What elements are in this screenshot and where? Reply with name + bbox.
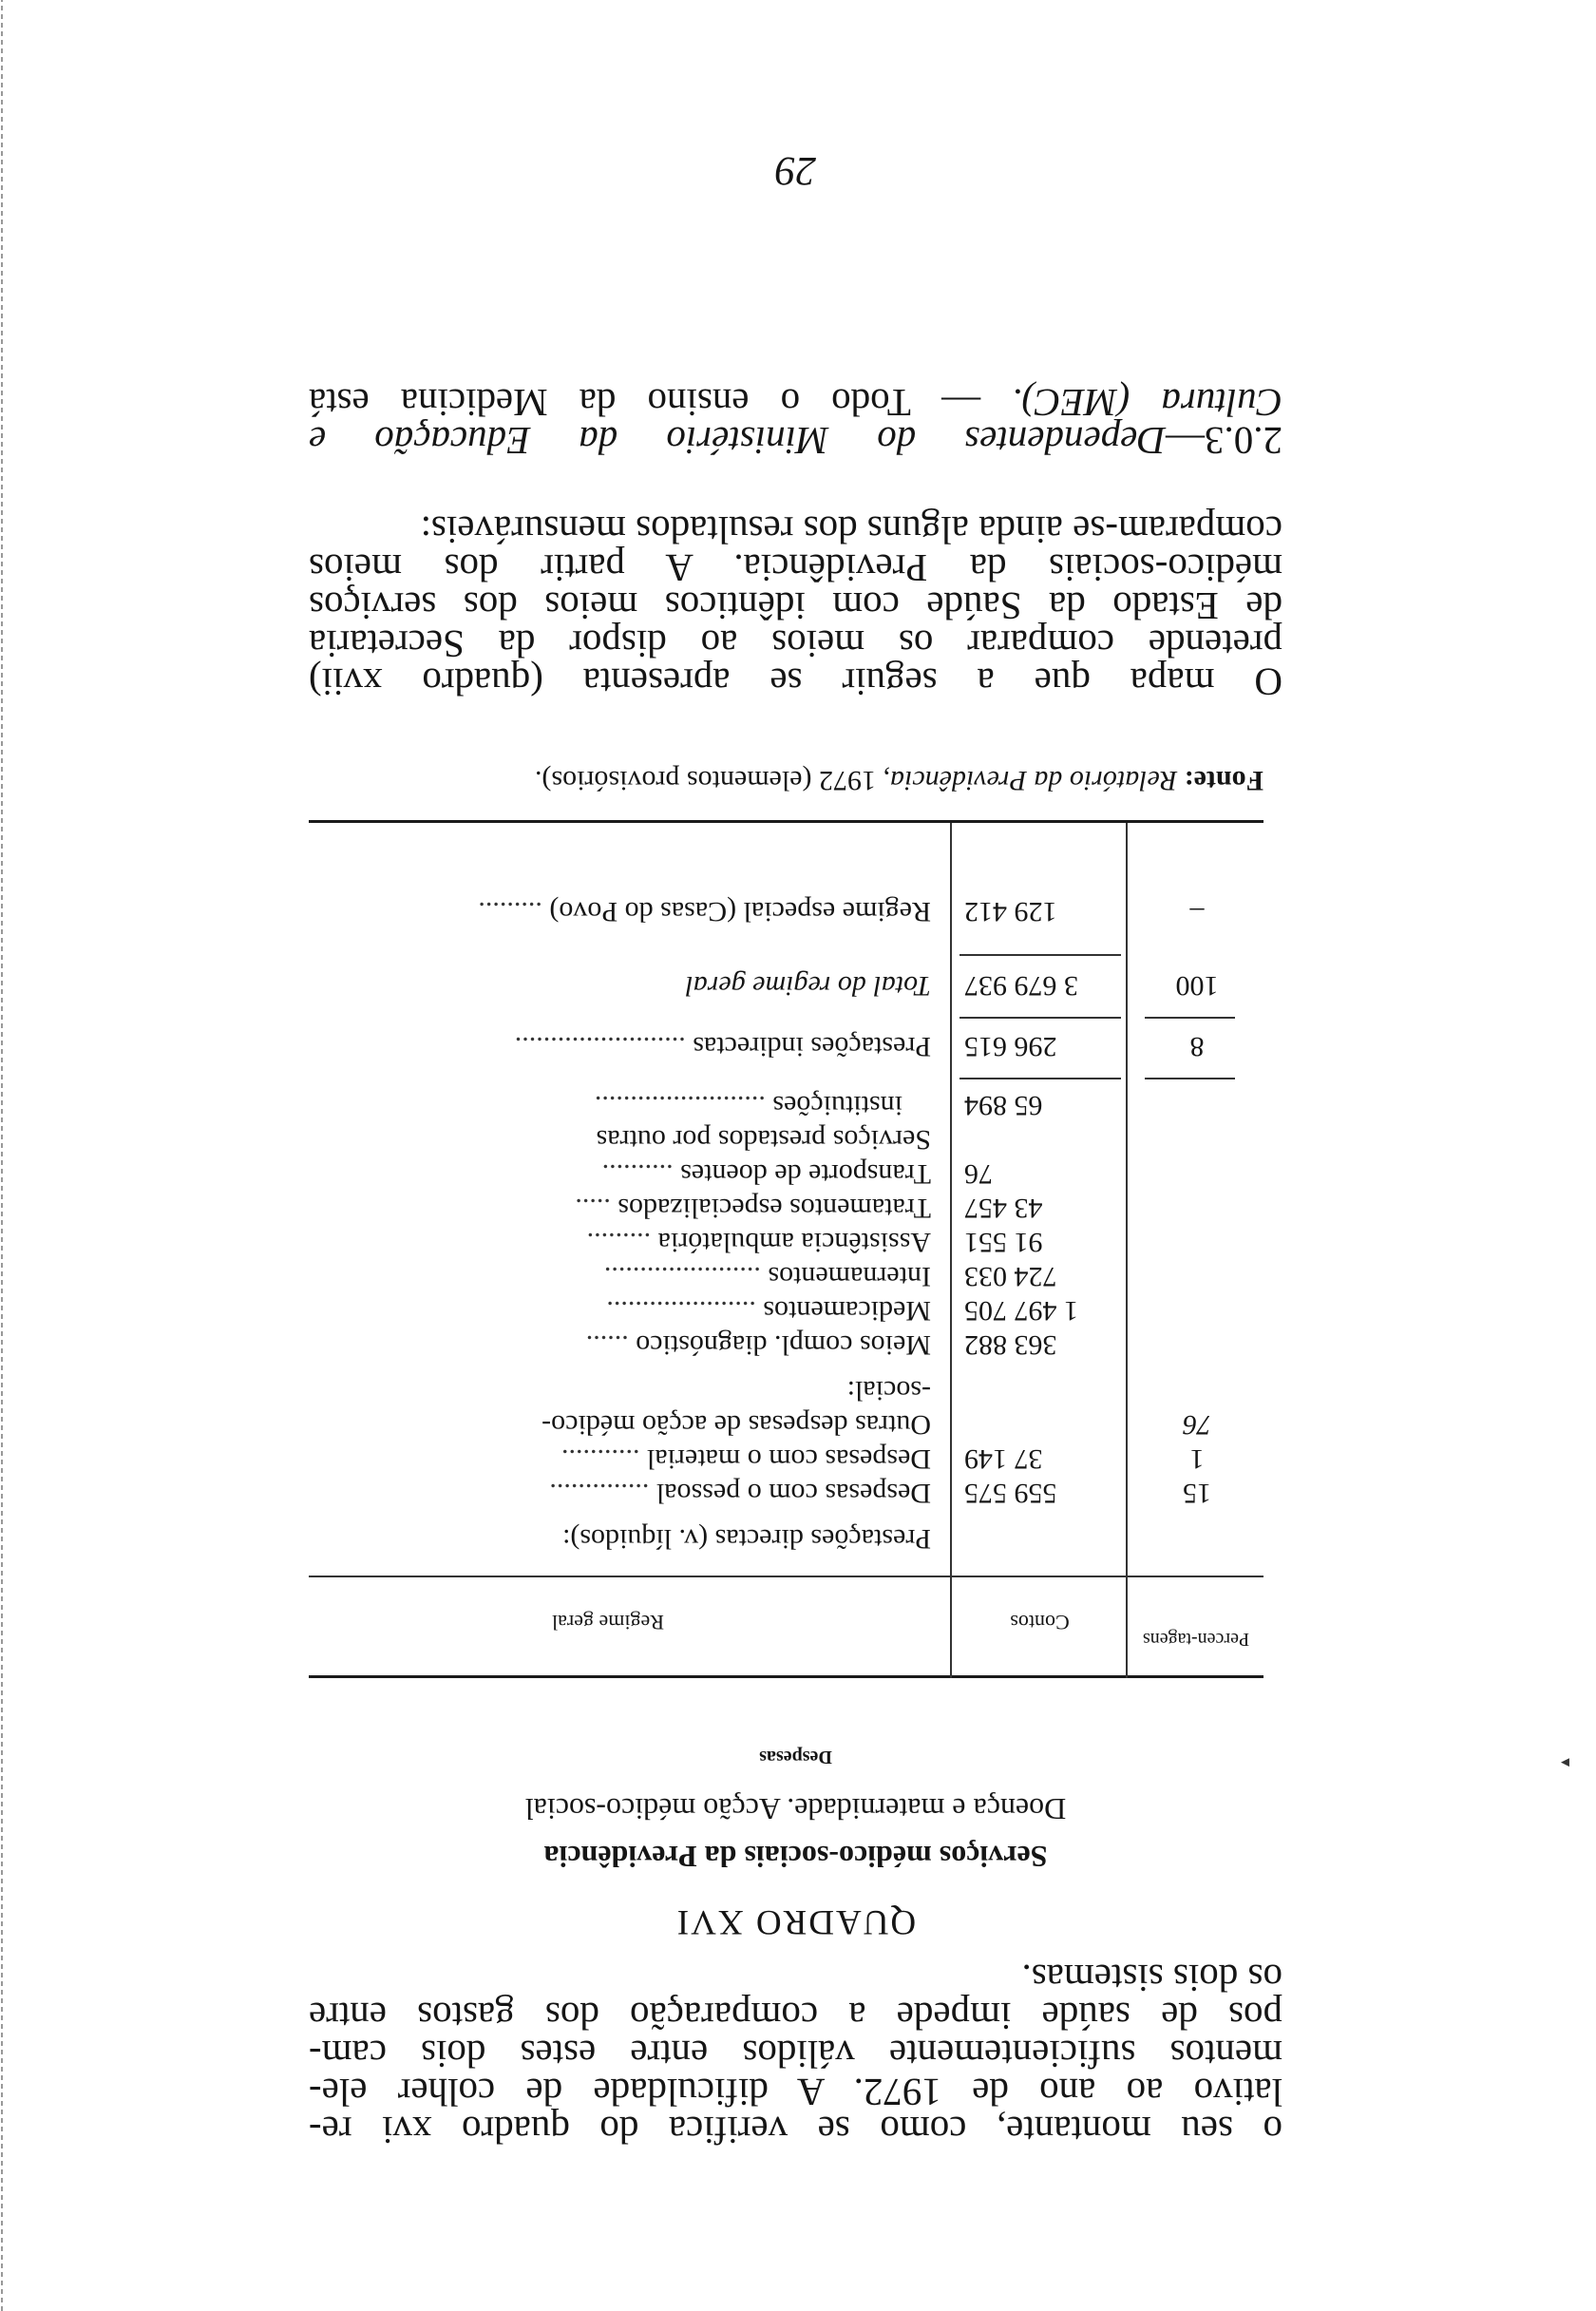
paragraph-line: de Estado da Saúde com idênticos meios dos serviços	[309, 584, 1282, 628]
table-row-label: Despesas com o pessoal ..............	[549, 1478, 931, 1509]
table-top-rule	[309, 1675, 1264, 1678]
paragraph-line: pos de saúde impede a comparação dos gastos entre	[309, 1995, 1282, 2038]
table-row-percent: 15	[1183, 1478, 1211, 1509]
ink-dot: ▸	[1560, 1754, 1569, 1773]
section-line: 2.0.3—Dependentes do Ministério da Educação e	[309, 419, 1282, 463]
table-row-amount: 1 497 705	[964, 1295, 1078, 1327]
table-row-label: Meios compl. diagnóstico ......	[585, 1329, 931, 1361]
table-row-percent: 76	[1183, 1409, 1211, 1441]
column-divider	[1126, 823, 1128, 1678]
paragraph-line: pretende comparar os meios ao dispor da Secretaria	[309, 622, 1282, 666]
table-bottom-rule	[309, 820, 1264, 823]
table-row-label: Regime especial (Casas do Povo) .........	[478, 896, 931, 927]
table-row-label: Transporte de doentes ..........	[601, 1158, 931, 1190]
table-heading: Despesas	[759, 1747, 832, 1767]
table-row-label: Tratamentos especializados .....	[575, 1193, 931, 1224]
table-row-label: Outras despesas de acção médico-	[542, 1409, 931, 1441]
paragraph-line: mentos suficientemente válidos entre estes dois cam-	[309, 2033, 1282, 2076]
table-row-label: Assistência ambulatória .........	[586, 1227, 931, 1258]
scan-edge	[1, 0, 3, 2311]
table-row-percent: 8	[1189, 1031, 1205, 1062]
table-row-amount: 363 882	[964, 1329, 1057, 1361]
table-source: Fonte: Relatório da Previdência, 1972 (elementos provisórios).	[534, 765, 1264, 796]
table-row-label: Prestações directas (v. líquidos):	[562, 1523, 931, 1555]
closing-paragraph	[309, 508, 1282, 704]
table-row-label: Internamentos ......................	[603, 1261, 931, 1292]
column-rule	[960, 1017, 1121, 1019]
table-row-amount: 76	[964, 1158, 993, 1190]
paragraph-line: comparam-se ainda alguns dos resultados mensuráveis:	[420, 508, 1282, 552]
column-rule	[960, 1078, 1121, 1079]
opening-paragraph	[309, 1957, 1282, 2152]
table-row-percent: 1	[1189, 1443, 1205, 1475]
table-title: QUADRO XVI	[674, 1902, 917, 1941]
table-row-amount: 37 149	[964, 1443, 1043, 1475]
column-rule	[1145, 1078, 1235, 1079]
paragraph-line: o seu montante, como se verifica do quadro xvi re-	[309, 2109, 1282, 2152]
table-row-label: instituições ........................	[594, 1090, 902, 1121]
table-row-amount: 559 575	[964, 1478, 1057, 1509]
table-row-label: Medicamentos .....................	[606, 1295, 931, 1327]
header-rule	[309, 1576, 1264, 1577]
column-rule	[960, 954, 1121, 956]
table-row-percent: –	[1189, 896, 1205, 927]
column-header-percent: Percen-tagens	[1142, 1629, 1250, 1650]
paragraph-line: lativo ao ano de 1972. A dificuldade de colher ele-	[309, 2071, 1282, 2114]
table-row-amount: 724 033	[964, 1261, 1057, 1292]
table-total-amount: 3 679 937	[964, 970, 1078, 1002]
table-subtitle: Serviços médico-sociais da Previdência	[543, 1840, 1048, 1874]
table-total-label: Total do regime geral	[685, 970, 931, 1002]
table-row-label: Despesas com o material ...........	[560, 1443, 931, 1475]
table-row-amount: 91 551	[964, 1227, 1043, 1258]
table-total-percent: 100	[1175, 970, 1219, 1002]
paragraph-line: O mapa que a seguir se apresenta (quadro xvii)	[309, 660, 1282, 704]
column-rule	[1145, 1017, 1235, 1019]
column-divider	[950, 823, 952, 1678]
table-row-label: Prestações indirectas ........................	[514, 1031, 931, 1062]
paragraph-line: os dois sistemas.	[1021, 1957, 1282, 2000]
paragraph-line: médico-sociais da Previdência. A partir dos meios	[309, 546, 1282, 590]
table-row-label: Serviços prestados por outras	[596, 1124, 931, 1156]
section-heading	[308, 381, 1282, 463]
table-subtitle-2: Doença e maternidade. Acção médico-social	[524, 1792, 1067, 1826]
table-row-amount: 43 457	[964, 1193, 1043, 1224]
column-header-amount: Contos	[1010, 1611, 1070, 1634]
page-number: 29	[775, 148, 816, 193]
section-line: Cultura (MEC). — Todo o ensino da Medicina está	[308, 381, 1282, 425]
table-row-amount: 129 412	[964, 896, 1057, 927]
table-row-amount: 296 615	[964, 1031, 1057, 1062]
table-row-amount: 65 894	[964, 1090, 1043, 1121]
column-header-regime: Regime geral	[552, 1611, 664, 1634]
table-row-label: -social:	[846, 1375, 931, 1406]
